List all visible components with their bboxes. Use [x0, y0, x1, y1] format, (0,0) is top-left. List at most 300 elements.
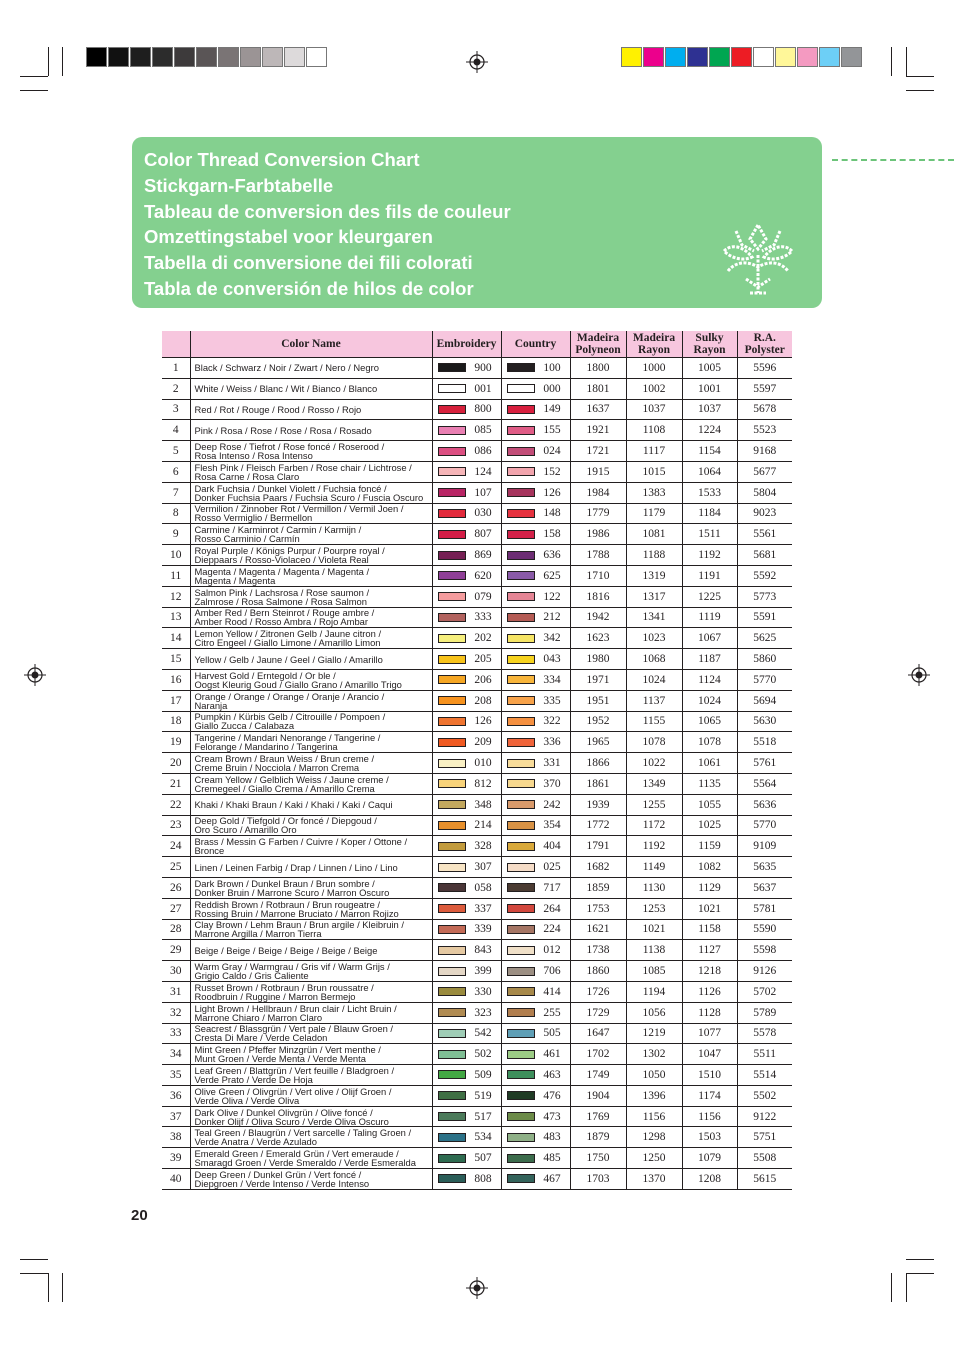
- color-name-line: Rosa Intenso / Rosa Intenso: [194, 450, 313, 462]
- country-color-swatch: [507, 467, 535, 476]
- country-cell: [501, 940, 570, 961]
- madeira-polyneon-code: 1772: [570, 815, 626, 836]
- embroidery-color-swatch: [438, 1174, 466, 1183]
- madeira-rayon-code: 1117: [626, 441, 682, 462]
- color-name-cell: [190, 732, 432, 753]
- color-name-line: Verde Oliva / Verde Oliva: [194, 1094, 300, 1106]
- table-row: [162, 565, 792, 586]
- country-code: 414: [543, 985, 561, 998]
- embroidery-cell: [432, 441, 501, 462]
- country-color-swatch: [507, 530, 535, 539]
- color-name-cell: [190, 1169, 432, 1190]
- sulky-rayon-code: 1158: [682, 919, 737, 940]
- madeira-polyneon-code: 1915: [570, 461, 626, 482]
- madeira-rayon-code: 1037: [626, 399, 682, 420]
- madeira-rayon-code: 1068: [626, 649, 682, 670]
- ra-polyster-code: 5597: [737, 378, 792, 399]
- color-name-line: Red / Rot / Rouge / Rood / Rosso / Rojo: [194, 403, 362, 415]
- embroidery-cell: [432, 690, 501, 711]
- country-color-swatch: [507, 987, 535, 996]
- color-name-cell: [190, 1044, 432, 1065]
- madeira-rayon-code: 1341: [626, 607, 682, 628]
- color-name-line: Mint Green / Pfeffer Minzgrün / Vert menthe /: [194, 1044, 381, 1056]
- embroidery-color-swatch: [438, 571, 466, 580]
- madeira-rayon-code: 1250: [626, 1148, 682, 1169]
- gray-swatch: [174, 47, 195, 67]
- row-number: 23: [162, 815, 190, 836]
- embroidery-color-swatch: [438, 946, 466, 955]
- country-cell: [501, 461, 570, 482]
- color-name-line: Giallo Zucca / Calabaza: [194, 720, 295, 732]
- madeira-polyneon-code: 1753: [570, 898, 626, 919]
- country-code: 370: [543, 777, 561, 790]
- ra-polyster-code: 5681: [737, 545, 792, 566]
- color-name-cell: [190, 711, 432, 732]
- color-name-cell: [190, 669, 432, 690]
- color-name-line: Oro Scuro / Amarillo Oro: [194, 824, 297, 836]
- color-name-line: Cream Brown / Braun Weiss / Brun creme /: [194, 753, 375, 765]
- sulky-rayon-code: 1025: [682, 815, 737, 836]
- madeira-polyneon-code: 1703: [570, 1169, 626, 1190]
- color-name-cell: [190, 524, 432, 545]
- index-header: [162, 331, 190, 358]
- country-header: Country: [501, 331, 570, 358]
- color-name-line: Rossing Bruin / Marrone Bruciato / Marron Rojizo: [194, 907, 399, 919]
- country-code: 706: [543, 965, 561, 977]
- row-number: 8: [162, 503, 190, 524]
- country-code: 025: [543, 861, 561, 874]
- ra-polyster-code: 5860: [737, 649, 792, 670]
- title-list: [144, 147, 511, 302]
- color-name-line: Bronce: [194, 845, 225, 857]
- sulky-rayon-code: 1124: [682, 669, 737, 690]
- country-cell: [501, 524, 570, 545]
- row-number: 38: [162, 1127, 190, 1148]
- country-color-swatch: [507, 675, 535, 684]
- table-row: [162, 898, 792, 919]
- country-code: 024: [543, 445, 561, 458]
- country-cell: [501, 1106, 570, 1127]
- madeira-rayon-code: 1349: [626, 773, 682, 794]
- madeira-polyneon-code: 1965: [570, 732, 626, 753]
- color-name-line: Oogst Kleurig Goud / Giallo Grano / Amarillo Trigo: [194, 678, 402, 690]
- table-row: [162, 586, 792, 607]
- country-color-swatch: [507, 779, 535, 788]
- madeira-rayon-code: 1179: [626, 503, 682, 524]
- color-name-line: Tangerine / Mandari Nenorange / Tangerine /: [194, 732, 381, 744]
- embroidery-code: 542: [474, 1027, 492, 1040]
- country-color-swatch: [507, 509, 535, 518]
- row-number: 14: [162, 628, 190, 649]
- embroidery-code: 214: [474, 819, 492, 832]
- embroidery-cell: [432, 669, 501, 690]
- table-row: [162, 981, 792, 1002]
- color-swatch: [753, 47, 774, 67]
- madeira-polyneon-code: 1866: [570, 753, 626, 774]
- country-color-swatch: [507, 696, 535, 705]
- embroidery-color-swatch: [438, 363, 466, 372]
- table-row: [162, 1127, 792, 1148]
- madeira-polyneon-code: 1939: [570, 794, 626, 815]
- country-code: 717: [543, 881, 561, 894]
- embroidery-cell: [432, 1127, 501, 1148]
- color-name-cell: [190, 649, 432, 670]
- country-cell: [501, 482, 570, 503]
- sulky-rayon-code: 1021: [682, 898, 737, 919]
- country-code: 122: [543, 590, 561, 603]
- sulky-rayon-code: 1503: [682, 1127, 737, 1148]
- table-row: [162, 545, 792, 566]
- sulky-rayon-code: 1082: [682, 857, 737, 878]
- color-name-cell: [190, 1065, 432, 1086]
- embroidery-color-swatch: [438, 800, 466, 809]
- ra-polyster-code: 5514: [737, 1065, 792, 1086]
- madeira-rayon-code: 1024: [626, 669, 682, 690]
- embroidery-cell: [432, 649, 501, 670]
- ra-polyster-code: 5625: [737, 628, 792, 649]
- row-number: 1: [162, 358, 190, 379]
- embroidery-code: 209: [474, 736, 492, 749]
- embroidery-color-swatch: [438, 759, 466, 768]
- color-name-header: Color Name: [190, 331, 432, 358]
- embroidery-cell: [432, 378, 501, 399]
- row-number: 34: [162, 1044, 190, 1065]
- ra-polyster-code: 9109: [737, 836, 792, 857]
- embroidery-code: 812: [474, 777, 492, 790]
- embroidery-cell: [432, 794, 501, 815]
- color-name-line: Black / Schwarz / Noir / Zwart / Nero / Negro: [194, 362, 379, 374]
- madeira-polyneon-code: 1860: [570, 961, 626, 982]
- color-name-line: Marrone Argilla / Marron Tierra: [194, 928, 322, 940]
- country-code: 126: [543, 486, 561, 499]
- embroidery-color-swatch: [438, 1050, 466, 1059]
- country-color-swatch: [507, 842, 535, 851]
- title-fr: Tableau de conversion des fils de couleur: [144, 200, 511, 222]
- color-name-cell: [190, 940, 432, 961]
- row-number: 10: [162, 545, 190, 566]
- embroidery-cell: [432, 1148, 501, 1169]
- country-color-swatch: [507, 800, 535, 809]
- table-row: [162, 1169, 792, 1190]
- row-number: 21: [162, 773, 190, 794]
- country-code: 476: [543, 1089, 561, 1102]
- madeira-polyneon-code: 1859: [570, 877, 626, 898]
- embroidery-color-swatch: [438, 384, 466, 393]
- madeira-rayon-code: 1370: [626, 1169, 682, 1190]
- embroidery-code: 208: [474, 694, 492, 707]
- gray-swatch: [284, 47, 305, 67]
- madeira-polyneon-code: 1816: [570, 586, 626, 607]
- color-name-line: Donker Bruin / Marrone Scuro / Marron Oscuro: [194, 886, 390, 898]
- embroidery-cell: [432, 981, 501, 1002]
- color-swatch: [797, 47, 818, 67]
- country-cell: [501, 545, 570, 566]
- embroidery-code: 058: [474, 881, 492, 894]
- color-name-line: Clay Brown / Lehm Braun / Brun argile / Kleibruin /: [194, 919, 404, 931]
- sulky-rayon-code: 1511: [682, 524, 737, 545]
- sulky-rayon-code: 1037: [682, 399, 737, 420]
- color-name-line: Orange / Orange / Orange / Oranje / Arancio /: [194, 690, 385, 702]
- country-code: 100: [543, 361, 561, 374]
- country-code: 331: [543, 757, 561, 770]
- row-number: 6: [162, 461, 190, 482]
- embroidery-header: Embroidery: [432, 331, 501, 358]
- color-name-line: Flesh Pink / Fleisch Farben / Rose chair / Lichtrose /: [194, 461, 412, 473]
- color-scale-bar: [621, 47, 863, 69]
- row-number: 40: [162, 1169, 190, 1190]
- country-cell: [501, 399, 570, 420]
- country-cell: [501, 607, 570, 628]
- ra-polyster-code: 5770: [737, 815, 792, 836]
- color-name-line: Verde Anatra / Verde Azulado: [194, 1136, 317, 1148]
- table-row: [162, 1106, 792, 1127]
- table-row: [162, 919, 792, 940]
- color-name-line: Yellow / Gelb / Jaune / Geel / Giallo / Amarillo: [194, 653, 383, 665]
- color-name-line: Pumpkin / Kürbis Gelb / Citrouille / Pompoen /: [194, 711, 386, 723]
- sulky-rayon-code: 1154: [682, 441, 737, 462]
- madeira-rayon-code: 1319: [626, 565, 682, 586]
- embroidery-code: 126: [474, 715, 492, 728]
- embroidery-color-swatch: [438, 655, 466, 664]
- color-name-line: Amber Rood / Rosso Ambra / Rojo Ambar: [194, 616, 369, 628]
- title-en: Color Thread Conversion Chart: [144, 149, 420, 170]
- color-name-line: Dark Brown / Dunkel Braun / Brun sombre /: [194, 877, 375, 889]
- embroidery-color-swatch: [438, 863, 466, 872]
- madeira-rayon-code: 1023: [626, 628, 682, 649]
- embroidery-cell: [432, 898, 501, 919]
- country-cell: [501, 794, 570, 815]
- table-row: [162, 857, 792, 878]
- ra-polyster-code: 5637: [737, 877, 792, 898]
- sulky-rayon-code: 1047: [682, 1044, 737, 1065]
- embroidery-cell: [432, 607, 501, 628]
- country-cell: [501, 836, 570, 857]
- row-number: 7: [162, 482, 190, 503]
- sulky-rayon-code: 1001: [682, 378, 737, 399]
- country-code: 322: [543, 715, 561, 728]
- ra-polyster-code: 5694: [737, 690, 792, 711]
- embroidery-color-swatch: [438, 1154, 466, 1163]
- registration-crosshair-icon: [24, 664, 46, 686]
- embroidery-cell: [432, 919, 501, 940]
- embroidery-cell: [432, 711, 501, 732]
- country-cell: [501, 981, 570, 1002]
- country-cell: [501, 378, 570, 399]
- color-name-line: Vermilion / Zinnober Rot / Vermillon / Vermil Joen /: [194, 503, 404, 515]
- embroidery-cell: [432, 358, 501, 379]
- embroidery-code: 328: [474, 840, 492, 853]
- madeira-polyneon-code: 1621: [570, 919, 626, 940]
- embroidery-color-swatch: [438, 987, 466, 996]
- embroidery-cell: [432, 565, 501, 586]
- table-row: [162, 1002, 792, 1023]
- country-color-swatch: [507, 1174, 535, 1183]
- sulky-rayon-code: 1067: [682, 628, 737, 649]
- table-row: [162, 358, 792, 379]
- embroidery-code: 807: [474, 528, 492, 541]
- country-color-swatch: [507, 863, 535, 872]
- color-name-cell: [190, 441, 432, 462]
- color-swatch: [731, 47, 752, 67]
- madeira-polyneon-code: 1779: [570, 503, 626, 524]
- madeira-rayon-code: 1192: [626, 836, 682, 857]
- title-banner: [132, 137, 822, 308]
- color-name-cell: [190, 981, 432, 1002]
- ra-polyster-code: 9168: [737, 441, 792, 462]
- country-code: 212: [543, 611, 561, 624]
- registration-crosshair-icon: [908, 664, 930, 686]
- color-name-line: Brass / Messin G Farben / Cuivre / Koper / Ottone /: [194, 836, 408, 848]
- color-name-line: Roodbruin / Ruggine / Marron Bermejo: [194, 990, 356, 1002]
- row-number: 16: [162, 669, 190, 690]
- row-number: 24: [162, 836, 190, 857]
- embroidery-color-swatch: [438, 821, 466, 830]
- country-cell: [501, 565, 570, 586]
- madeira-rayon-code: 1255: [626, 794, 682, 815]
- sulky-rayon-code: 1225: [682, 586, 737, 607]
- country-color-swatch: [507, 571, 535, 580]
- sulky-rayon-code: 1218: [682, 961, 737, 982]
- country-color-swatch: [507, 1050, 535, 1059]
- sulky-rayon-code: 1129: [682, 877, 737, 898]
- embroidery-cell: [432, 586, 501, 607]
- embroidery-cell: [432, 1044, 501, 1065]
- color-name-cell: [190, 545, 432, 566]
- country-code: 463: [543, 1068, 561, 1081]
- country-color-swatch: [507, 717, 535, 726]
- madeira-rayon-code: 1194: [626, 981, 682, 1002]
- embroidery-code: 010: [474, 757, 492, 770]
- table-row: [162, 399, 792, 420]
- ra-polyster-code: 5761: [737, 753, 792, 774]
- color-name-cell: [190, 919, 432, 940]
- sulky-rayon-code: 1077: [682, 1023, 737, 1044]
- table-row: [162, 815, 792, 836]
- embroidery-color-swatch: [438, 1008, 466, 1017]
- page-number: 20: [131, 1207, 148, 1224]
- color-name-cell: [190, 565, 432, 586]
- table-row: [162, 482, 792, 503]
- embroidery-color-swatch: [438, 1091, 466, 1100]
- country-code: 483: [543, 1131, 561, 1144]
- color-name-cell: [190, 1023, 432, 1044]
- color-name-cell: [190, 399, 432, 420]
- embroidery-color-swatch: [438, 883, 466, 892]
- madeira-polyneon-code: 1721: [570, 441, 626, 462]
- country-cell: [501, 857, 570, 878]
- ra-polyster-code: 5789: [737, 1002, 792, 1023]
- country-cell: [501, 732, 570, 753]
- color-name-cell: [190, 836, 432, 857]
- country-color-swatch: [507, 1112, 535, 1121]
- color-name-line: Verde Prato / Verde De Hoja: [194, 1073, 313, 1085]
- embroidery-cell: [432, 836, 501, 857]
- country-code: 158: [543, 528, 561, 541]
- sulky-rayon-code: 1005: [682, 358, 737, 379]
- embroidery-cell: [432, 524, 501, 545]
- country-color-swatch: [507, 759, 535, 768]
- embroidery-code: 519: [474, 1089, 492, 1102]
- country-color-swatch: [507, 426, 535, 435]
- embroidery-code: 620: [474, 569, 492, 582]
- country-code: 473: [543, 1110, 561, 1123]
- country-code: 334: [543, 673, 561, 686]
- color-name-line: Reddish Brown / Rotbraun / Brun rougeatre /: [194, 898, 381, 910]
- madeira-polyneon-code: 1791: [570, 836, 626, 857]
- table-header-row: [162, 331, 792, 358]
- color-name-line: Beige / Beige / Beige / Beige / Beige / Beige: [194, 944, 378, 956]
- embroidery-code: 307: [474, 861, 492, 874]
- row-number: 18: [162, 711, 190, 732]
- embroidery-color-swatch: [438, 592, 466, 601]
- country-code: 148: [543, 507, 561, 520]
- color-name-line: Diepgroen / Verde Intenso / Verde Intenso: [194, 1177, 370, 1189]
- table-row: [162, 732, 792, 753]
- table-row: [162, 1044, 792, 1065]
- color-name-line: Smaragd Groen / Verde Smeraldo / Verde Esmeralda: [194, 1157, 416, 1169]
- sulky-rayon-code: 1024: [682, 690, 737, 711]
- row-number: 33: [162, 1023, 190, 1044]
- table-row: [162, 877, 792, 898]
- table-row: [162, 1065, 792, 1086]
- color-name-line: Rosso Carminio / Carmín: [194, 533, 300, 545]
- madeira-polyneon-code: 1729: [570, 1002, 626, 1023]
- color-name-line: Leaf Green / Blattgrün / Vert feuille / Bladgroen /: [194, 1064, 395, 1076]
- color-name-line: Citro Engeel / Giallo Limone / Amarillo Limon: [194, 637, 381, 649]
- color-name-line: Harvest Gold / Erntegold / Or ble /: [194, 669, 336, 681]
- country-cell: [501, 586, 570, 607]
- color-name-cell: [190, 1127, 432, 1148]
- embroidery-color-swatch: [438, 488, 466, 497]
- madeira-polyneon-code: 1952: [570, 711, 626, 732]
- embroidery-code: 323: [474, 1006, 492, 1019]
- embroidery-color-swatch: [438, 967, 466, 976]
- country-code: 155: [543, 424, 561, 437]
- madeira-polyneon-header: Madeira Polyneon: [570, 331, 626, 358]
- table-row: [162, 1085, 792, 1106]
- row-number: 4: [162, 420, 190, 441]
- madeira-polyneon-code: 1637: [570, 399, 626, 420]
- embroidery-color-swatch: [438, 551, 466, 560]
- row-number: 35: [162, 1065, 190, 1086]
- color-name-line: Royal Purple / Königs Purpur / Pourpre royal /: [194, 545, 385, 557]
- madeira-rayon-code: 1002: [626, 378, 682, 399]
- ra-polyster-code: 5635: [737, 857, 792, 878]
- row-number: 20: [162, 753, 190, 774]
- color-name-cell: [190, 482, 432, 503]
- row-number: 2: [162, 378, 190, 399]
- madeira-rayon-code: 1022: [626, 753, 682, 774]
- table-row: [162, 420, 792, 441]
- row-number: 17: [162, 690, 190, 711]
- embroidery-cell: [432, 877, 501, 898]
- ra-polyster-code: 5591: [737, 607, 792, 628]
- embroidery-cell: [432, 503, 501, 524]
- row-number: 9: [162, 524, 190, 545]
- country-color-swatch: [507, 363, 535, 372]
- madeira-polyneon-code: 1647: [570, 1023, 626, 1044]
- color-name-cell: [190, 378, 432, 399]
- sulky-rayon-code: 1187: [682, 649, 737, 670]
- country-color-swatch: [507, 1008, 535, 1017]
- ra-polyster-code: 9023: [737, 503, 792, 524]
- ra-polyster-code: 5523: [737, 420, 792, 441]
- madeira-polyneon-code: 1879: [570, 1127, 626, 1148]
- color-name-cell: [190, 1085, 432, 1106]
- sulky-rayon-code: 1079: [682, 1148, 737, 1169]
- embroidery-color-swatch: [438, 1070, 466, 1079]
- madeira-polyneon-code: 1951: [570, 690, 626, 711]
